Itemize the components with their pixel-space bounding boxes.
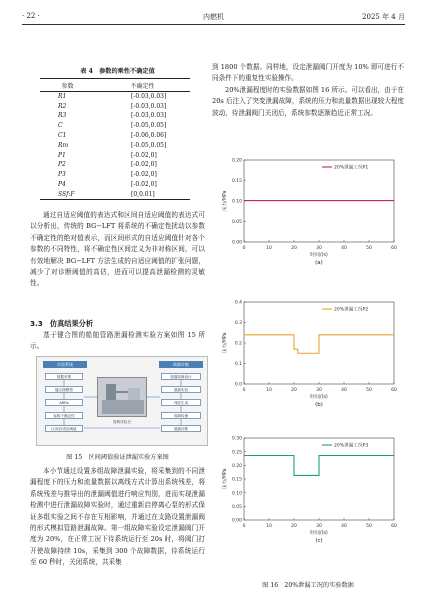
x-axis-label: 时间/(s) bbox=[310, 253, 328, 258]
x-tick-label: 40 bbox=[341, 524, 347, 529]
scheme-box: 残差生成 bbox=[161, 399, 201, 406]
x-tick-label: 20 bbox=[291, 524, 297, 529]
x-axis-label: 时间/(s) bbox=[310, 531, 328, 536]
chart-a bbox=[216, 150, 402, 270]
legend-label: 20%泄漏工况P1 bbox=[334, 165, 369, 171]
table-header-param: 参数 bbox=[40, 79, 95, 92]
y-tick-label: 0.10 bbox=[231, 199, 242, 205]
figure16-caption: 图 16 20%泄漏工况的实验数据 bbox=[262, 582, 354, 589]
test-rig-label: 管路试验台 bbox=[113, 420, 131, 424]
param-symbol: Rm bbox=[58, 141, 69, 149]
table-row bbox=[40, 180, 190, 190]
param-symbol: P2 bbox=[58, 161, 66, 169]
scheme-box: 泄漏实验 bbox=[161, 386, 201, 393]
table-row bbox=[40, 170, 190, 180]
y-tick-label: 0.00 bbox=[231, 240, 242, 246]
x-tick-label: 50 bbox=[366, 524, 372, 529]
left-panel-header: 实验系统 bbox=[43, 361, 87, 368]
y-tick-label: 0.4 bbox=[234, 300, 242, 306]
y-tick-label: 0.3 bbox=[234, 321, 242, 327]
chart-b bbox=[216, 292, 402, 412]
left-column-experiment bbox=[30, 466, 205, 569]
x-tick-label: 10 bbox=[266, 388, 272, 393]
left-column-text bbox=[30, 210, 205, 290]
left-column-intro bbox=[30, 330, 205, 353]
running-header bbox=[22, 10, 405, 22]
scheme-arrows bbox=[37, 357, 209, 447]
scheme-box: ARRs bbox=[45, 399, 83, 406]
x-tick-label: 50 bbox=[366, 388, 372, 393]
y-tick-label: 0.00 bbox=[231, 518, 242, 524]
table-row bbox=[40, 131, 190, 141]
param-uncertainty: [-0.02,0] bbox=[131, 161, 157, 169]
param-uncertainty: [-0.02,0] bbox=[131, 151, 157, 159]
journal-name: 内燃机 bbox=[203, 13, 224, 21]
table-row bbox=[40, 140, 190, 150]
series-line bbox=[244, 335, 394, 353]
y-axis-label: 压力/MPa bbox=[223, 190, 228, 212]
y-tick-label: 0.20 bbox=[231, 463, 242, 469]
legend-label: 20%泄漏工况P2 bbox=[334, 307, 369, 313]
series-line bbox=[244, 455, 394, 475]
y-tick-label: 0.0 bbox=[234, 382, 242, 388]
paragraph-fig15-intro: 基于键合图的船舶管路泄漏检测实验方案如图 15 所示。 bbox=[30, 331, 205, 351]
table-row bbox=[40, 101, 190, 111]
param-symbol: C1 bbox=[58, 132, 67, 140]
y-tick-label: 0.1 bbox=[234, 362, 242, 368]
table-row bbox=[40, 111, 190, 121]
header-rule bbox=[22, 24, 405, 25]
plot-frame bbox=[244, 438, 394, 520]
x-tick-label: 0 bbox=[242, 524, 246, 529]
x-tick-label: 10 bbox=[266, 524, 272, 529]
y-tick-label: 0.05 bbox=[231, 504, 242, 510]
figure15-caption: 图 15 区间阈值验证泄漏实验方案图 bbox=[66, 454, 169, 461]
table-header-uncertainty: 不确定性 bbox=[95, 79, 190, 92]
y-axis-label: 压力/MPa bbox=[223, 468, 228, 490]
param-uncertainty: [-0.02,0] bbox=[131, 171, 157, 179]
x-axis-label: 时间/(s) bbox=[310, 395, 328, 400]
chart-b-svg bbox=[216, 292, 402, 412]
page-number: · 22 · bbox=[22, 12, 40, 20]
x-tick-label: 40 bbox=[341, 388, 347, 393]
parameter-table bbox=[40, 78, 190, 200]
table-caption: 表 4 参数的乘性不确定值 bbox=[80, 68, 155, 75]
table-row bbox=[40, 121, 190, 131]
x-tick-label: 0 bbox=[242, 246, 246, 251]
y-tick-label: 0.05 bbox=[231, 220, 242, 226]
right-panel-header: 故障诊断 bbox=[159, 361, 203, 368]
param-symbol: R2 bbox=[58, 102, 67, 110]
scheme-box: 数据采集 bbox=[45, 373, 83, 380]
y-tick-label: 0.10 bbox=[231, 491, 242, 497]
param-symbol: P1 bbox=[58, 151, 66, 159]
scheme-box: 参数不确定性 bbox=[45, 412, 83, 419]
scheme-box: 键合图模型 bbox=[45, 386, 83, 393]
param-uncertainty: [0,0.01] bbox=[95, 189, 190, 199]
param-uncertainty: [-0.05,0.05] bbox=[131, 122, 167, 130]
paragraph-fig16-intro: 20%泄漏程度时的实验数据如图 16 所示。可以看出，由于在 20s 后注入了突变泄漏故障，系统的压力和流量数据出现较大程度波动，待泄漏阀门关闭后，系统参数逐渐趋近正常工况。 bbox=[212, 85, 404, 117]
table-row bbox=[40, 189, 190, 199]
param-uncertainty: [-0.05,0.05] bbox=[131, 141, 167, 149]
panel-label: (a) bbox=[315, 260, 323, 266]
param-uncertainty: [-0.03,0.03] bbox=[131, 112, 167, 120]
chart-c-svg bbox=[216, 428, 402, 548]
x-tick-label: 20 bbox=[291, 246, 297, 251]
param-uncertainty: [-0.06,0.06] bbox=[131, 132, 167, 140]
x-tick-label: 30 bbox=[316, 388, 322, 393]
x-tick-label: 60 bbox=[391, 524, 397, 529]
param-symbol: SSf:F bbox=[40, 189, 95, 199]
paragraph-continued: 到 1800 个数据。同样地，设定泄漏阀门开度为 10% 即可进行不同条件下的重复性实验操作。 bbox=[212, 63, 404, 83]
x-tick-label: 60 bbox=[391, 388, 397, 393]
issue-date: 2025 年 4 月 bbox=[362, 13, 405, 21]
table-row bbox=[40, 160, 190, 170]
y-tick-label: 0.15 bbox=[231, 477, 242, 483]
x-tick-label: 0 bbox=[242, 388, 246, 393]
param-symbol: P4 bbox=[58, 181, 66, 189]
x-tick-label: 60 bbox=[391, 246, 397, 251]
panel-label: (c) bbox=[315, 538, 323, 544]
param-uncertainty: [-0.03,0.03] bbox=[131, 93, 167, 101]
section-heading: 3.3 仿真结果分析 bbox=[30, 319, 94, 328]
y-tick-label: 0.20 bbox=[231, 158, 242, 164]
chart-a-svg bbox=[216, 150, 402, 270]
paragraph-threshold: 通过自适应阈值的表达式和区间自适应阈值的表达式可以分析出，传统的 BG−LFT 将系统的不确定性扰动以参数不确定性的绝对值表示，而区间形式的自适应阈值针对各个参数的不同特性，将不确定性区间定义为非对称区间，可以有效地解决 BG−LFT 方法生成的自适应阈值的扩张问题，减少了对诊断阈值的高估，进而可以提高泄漏检测的灵敏性。 bbox=[30, 211, 205, 288]
legend-label: 20%泄漏工况P3 bbox=[334, 443, 369, 449]
param-symbol: C bbox=[58, 122, 63, 130]
y-axis-label: 压力/MPa bbox=[223, 332, 228, 354]
scheme-box: 泄漏故障设计 bbox=[161, 373, 201, 380]
param-symbol: R3 bbox=[58, 112, 67, 120]
right-column-text bbox=[212, 62, 404, 119]
table-row bbox=[40, 92, 190, 102]
scheme-box: 故障检测 bbox=[161, 412, 201, 419]
param-symbol: P3 bbox=[58, 171, 66, 179]
table-row bbox=[40, 150, 190, 160]
experiment-scheme-figure bbox=[36, 356, 208, 446]
chart-c bbox=[216, 428, 402, 548]
x-tick-label: 30 bbox=[316, 246, 322, 251]
y-tick-label: 0.15 bbox=[231, 179, 242, 185]
y-tick-label: 0.30 bbox=[231, 436, 242, 442]
scheme-box: 泄漏诊断 bbox=[161, 425, 201, 432]
x-tick-label: 40 bbox=[341, 246, 347, 251]
param-symbol: R1 bbox=[58, 93, 67, 101]
paragraph-experiment: 本小节通过设置多组故障泄漏实验，将采集到的不同泄漏程度下的压力和流量数据以离线方式计算出系统残差，将系统残差与推导出的泄漏阈值进行响应判别，进而实现泄漏检测中进行泄漏故障实验时，通过重新启停离心泵的形式保证多组实验之间不存在互相影响，并通过在支路设置泄漏阀的形式模拟管路泄漏故障。第一组故障实验设定泄漏阀门开度为 20%，在正常工况下待系统运行至 20s 时，将阀门打开使故障持续 10s，采集到 300 个故障数据，待系统运行至 60 秒时，关闭系统，共采集 bbox=[30, 467, 205, 567]
panel-label: (b) bbox=[315, 402, 323, 408]
x-tick-label: 10 bbox=[266, 246, 272, 251]
param-uncertainty: [-0.03,0.03] bbox=[131, 102, 167, 110]
param-uncertainty: [-0.02,0] bbox=[131, 181, 157, 189]
y-tick-label: 0.25 bbox=[231, 450, 242, 456]
x-tick-label: 20 bbox=[291, 388, 297, 393]
x-tick-label: 30 bbox=[316, 524, 322, 529]
y-tick-label: 0.2 bbox=[234, 341, 242, 347]
x-tick-label: 50 bbox=[366, 246, 372, 251]
scheme-box: 区间自适应阈值 bbox=[45, 425, 83, 432]
